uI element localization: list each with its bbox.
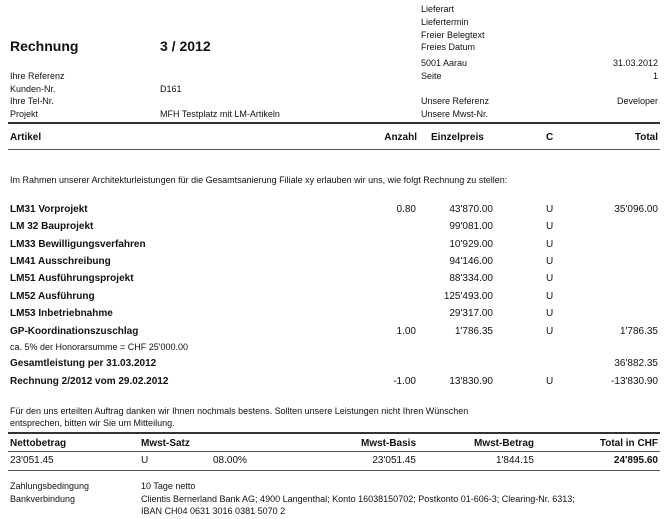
item-code: U [546, 326, 554, 337]
free-date-label: Freies Datum [421, 42, 476, 52]
summary-rule-mid [8, 451, 660, 452]
item-name: LM51 Ausführungsprojekt [10, 273, 134, 284]
item-code: U [546, 291, 554, 302]
summary-net-header: Nettobetrag [10, 438, 67, 449]
summary-rule-top [8, 432, 660, 434]
deduction-total: -13'830.90 [611, 376, 658, 387]
item-price: 94'146.00 [449, 256, 493, 267]
invoice-date: 31.03.2012 [612, 58, 658, 68]
item-price: 99'081.00 [449, 221, 493, 232]
item-price: 125'493.00 [443, 291, 493, 302]
document-title: Rechnung [10, 38, 79, 54]
item-name: GP-Koordinationszuschlag [10, 326, 139, 337]
table-row [0, 204, 666, 221]
page-number: 1 [652, 71, 658, 81]
summary-vat-base: 23'051.45 [372, 455, 416, 466]
item-code: U [546, 239, 554, 250]
item-price: 29'317.00 [449, 308, 493, 319]
deduction-qty: -1.00 [393, 376, 416, 387]
table-row [0, 273, 666, 290]
summary-vat-rate: 08.00% [213, 455, 247, 466]
item-price: 1'786.35 [454, 326, 493, 337]
item-name: LM31 Vorprojekt [10, 204, 88, 215]
deduction-code: U [546, 376, 554, 387]
customer-number: D161 [160, 84, 182, 94]
invoice-number: 3 / 2012 [160, 38, 211, 54]
location: 5001 Aarau [421, 58, 468, 68]
table-row [0, 256, 666, 273]
item-price: 43'870.00 [449, 204, 493, 215]
summary-vat-amount: 1'844.15 [495, 455, 534, 466]
item-code: U [546, 308, 554, 319]
summary-grand-total: 24'895.60 [613, 455, 658, 466]
bank-iban: IBAN CH04 0631 3016 0381 5070 2 [141, 506, 286, 516]
bank-label: Bankverbindung [10, 494, 76, 504]
col-unit-price: Einzelpreis [431, 132, 484, 143]
our-vat-label: Unsere Mwst-Nr. [421, 109, 489, 119]
col-article: Artikel [10, 132, 42, 143]
closing-text-line2: entsprechen, bitten wir Sie um Mitteilung. [10, 418, 175, 428]
project-label: Projekt [10, 109, 39, 119]
item-note: ca. 5% der Honorarsumme = CHF 25'000.00 [10, 342, 189, 352]
our-reference: Developer [616, 96, 658, 106]
table-row [0, 221, 666, 238]
item-code: U [546, 273, 554, 284]
item-total: 35'096.00 [614, 204, 658, 215]
col-total: Total [634, 132, 658, 143]
bank-details: Clientis Bernerland Bank AG; 4900 Langenthal; Konto 16038150702; Postkonto 01-606-3; Clearing-Nr. 6313; [141, 494, 575, 504]
summary-net: 23'051.45 [10, 455, 54, 466]
item-name: LM41 Ausschreibung [10, 256, 111, 267]
col-quantity: Anzahl [384, 132, 417, 143]
summary-vat-code: U [141, 455, 149, 466]
deduction-price: 13'830.90 [449, 376, 493, 387]
item-code: U [546, 221, 554, 232]
summary-total-header: Total in CHF [599, 438, 658, 449]
summary-vat-rate-header: Mwst-Satz [141, 438, 190, 449]
page-label: Seite [421, 71, 442, 81]
item-price: 88'334.00 [449, 273, 493, 284]
item-total: 1'786.35 [619, 326, 658, 337]
subtotal-amount: 36'882.35 [614, 358, 658, 369]
item-code: U [546, 256, 554, 267]
table-row [0, 326, 666, 343]
our-reference-label: Unsere Referenz [421, 96, 490, 106]
phone-label: Ihre Tel-Nr. [10, 96, 54, 106]
payment-terms: 10 Tage netto [141, 481, 196, 491]
item-name: LM52 Ausführung [10, 291, 95, 302]
item-name: LM 32 Bauprojekt [10, 221, 94, 232]
summary-vat-base-header: Mwst-Basis [360, 438, 416, 449]
intro-text: Im Rahmen unserer Architekturleistungen für die Gesamtsanierung Filiale xy erlauben wir uns, wie folgt Rechnung zu stellen: [10, 175, 508, 185]
delivery-type-label: Lieferart [421, 4, 455, 14]
your-reference-label: Ihre Referenz [10, 71, 65, 81]
free-text-label: Freier Belegtext [421, 30, 485, 40]
customer-number-label: Kunden-Nr. [10, 84, 56, 94]
item-qty: 0.80 [396, 204, 416, 215]
item-qty: 1.00 [396, 326, 416, 337]
delivery-date-label: Liefertermin [421, 17, 469, 27]
table-row [0, 308, 666, 325]
project-name: MFH Testplatz mit LM-Artikeln [160, 109, 280, 119]
deduction-label: Rechnung 2/2012 vom 29.02.2012 [10, 376, 169, 387]
col-code: C [546, 132, 554, 143]
item-code: U [546, 204, 554, 215]
closing-text-line1: Für den uns erteilten Auftrag danken wir Ihnen nochmals bestens. Sollten unsere Leistungen nicht Ihren Wünschen [10, 406, 469, 416]
deduction-row [0, 376, 666, 393]
summary-vat-amount-header: Mwst-Betrag [473, 438, 534, 449]
summary-rule-bottom [8, 470, 660, 471]
header-rule-top [8, 122, 660, 124]
payment-terms-label: Zahlungsbedingung [10, 481, 90, 491]
subtotal-label: Gesamtleistung per 31.03.2012 [10, 358, 157, 369]
table-row [0, 291, 666, 308]
table-row [0, 239, 666, 256]
item-price: 10'929.00 [449, 239, 493, 250]
item-name: LM53 Inbetriebnahme [10, 308, 113, 319]
item-name: LM33 Bewilligungsverfahren [10, 239, 146, 250]
header-rule-bottom [8, 149, 660, 150]
